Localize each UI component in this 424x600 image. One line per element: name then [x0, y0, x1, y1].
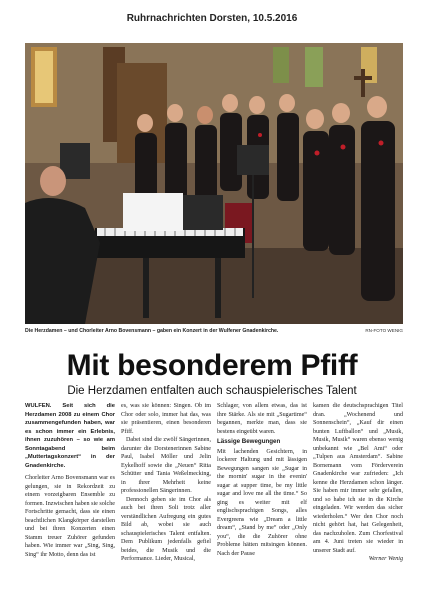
article-paragraph: Dennoch geben sie im Chor als auch bei ihren Soli trotz aller verständlichen Aufregung ein gutes Bild ab, wobei sie auch schauspielerisches Talent entfalten. Dem Publikum jedenfalls gefiel beides, die Musik und die Performance. Lieder, Musical,	[121, 496, 211, 562]
article-subheading: Lässige Bewegungen	[217, 438, 281, 445]
article-paragraph: kamen die deutschsprachigen Titel dran. „Wochenend und Sonnenschein“, „Kauf dir einen bunten Luftballon“ und „Musik, Musik, Musik“ waren ebenso wenig unbekannt wie „Bel Ami“ oder „Tulpen aus Amsterdam“. Sabine Bornemann vom Förderverein Gnadenkirche war zufrieden: „Ich kenne die Herzdamen schon länger. Sie haben mir immer sehr gefallen, und so habe ich sie in die Kirche eingeladen. Wir werden das sicher wiederholen.“ Wer den Chor noch nicht gehört hat, hat Gelegenheit, das nachzuholen. Zum Chorfestival am 4. Juni treten sie wieder in unserer Stadt auf.	[313, 403, 403, 554]
headline: Mit besonderem Pfiff	[66, 349, 358, 382]
article-column-3	[217, 402, 307, 588]
article-paragraph: Chorleiter Arno Bovensmann war es gelungen, sie in Rekordzeit zu einem vorzeigbaren Ensemble zu formen. Inzwischen haben sie solche Fortschritte gemacht, dass sie einen beachtlichen Klangkörper darstellen und bei ihren Konzerten einen Stamm treuer Zuhörer gefunden haben. Wie immer war „Sing, Sing, Sing“ ihr Motto, denn das ist	[25, 475, 115, 558]
article-paragraph: es, was sie können: Singen. Ob im Chor oder solo, immer hat das, was sie präsentieren, einen besonderen Pfiff.	[121, 403, 211, 435]
article-body	[25, 402, 403, 588]
photo-caption-row	[25, 328, 403, 340]
photo-caption	[25, 328, 343, 334]
photo-credit: RN-FOTO WENIG	[365, 328, 403, 333]
article-paragraph: Mit lachenden Gesichtern, in lockerer Haltung und mit lässigen Bewegungen sangen sie „Sugar in the mornin' sugar in the evenin' sugar at supper time, be my little sugar and love me all the time.“ So ging es weiter mit elf englischsprachigen Songs, alles Evergreens wie „Dream a little dream“, „Stand by me“ oder „Only you“, die die Zuhörer ohne Probleme hätten mitsingen können. Nach der Pause	[217, 448, 307, 557]
subheadline: Die Herzdamen entfalten auch schauspielerisches Talent	[67, 385, 357, 397]
article-column-4	[313, 402, 403, 588]
article-author: Werner Wenig	[368, 556, 403, 562]
article-column-1	[25, 402, 115, 588]
article-lead: WULFEN. Seit sich die Herzdamen 2008 zu einem Chor zusammengefunden haben, war es schon immer ein Erlebnis, ihnen zuzuhören – so wie am Sonntagabend beim „Muttertagskonzert“ in der Gnadenkirche.	[25, 403, 115, 469]
article-paragraph: Dabei sind die zwölf Sängerinnen, darunter die Dorstenerinnen Sabine Paul, Isabel Möller und Jelin Eykelhoff sowie die „Neuen“ Ritta Schütter und Tania Weßelmecking, in ihrer Mehrheit keine professionellen Sängerinnen.	[121, 437, 211, 494]
photo-caption-text: Die Herzdamen – und Chorleiter Arno Bovensmann – gaben ein Konzert in der Wulfener Gnadenkirche.	[25, 328, 279, 334]
newspaper-masthead: Ruhrnachrichten Dorsten, 10.5.2016	[126, 13, 298, 24]
article-paragraph: Schlager, von allem etwas, das ist ihre Stärke. Als sie mit „Sugartime“ begannen, merkte man, dass sie bestens eingeübt waren.	[217, 403, 307, 435]
choir-photo	[25, 43, 403, 324]
article-column-2	[121, 402, 211, 588]
